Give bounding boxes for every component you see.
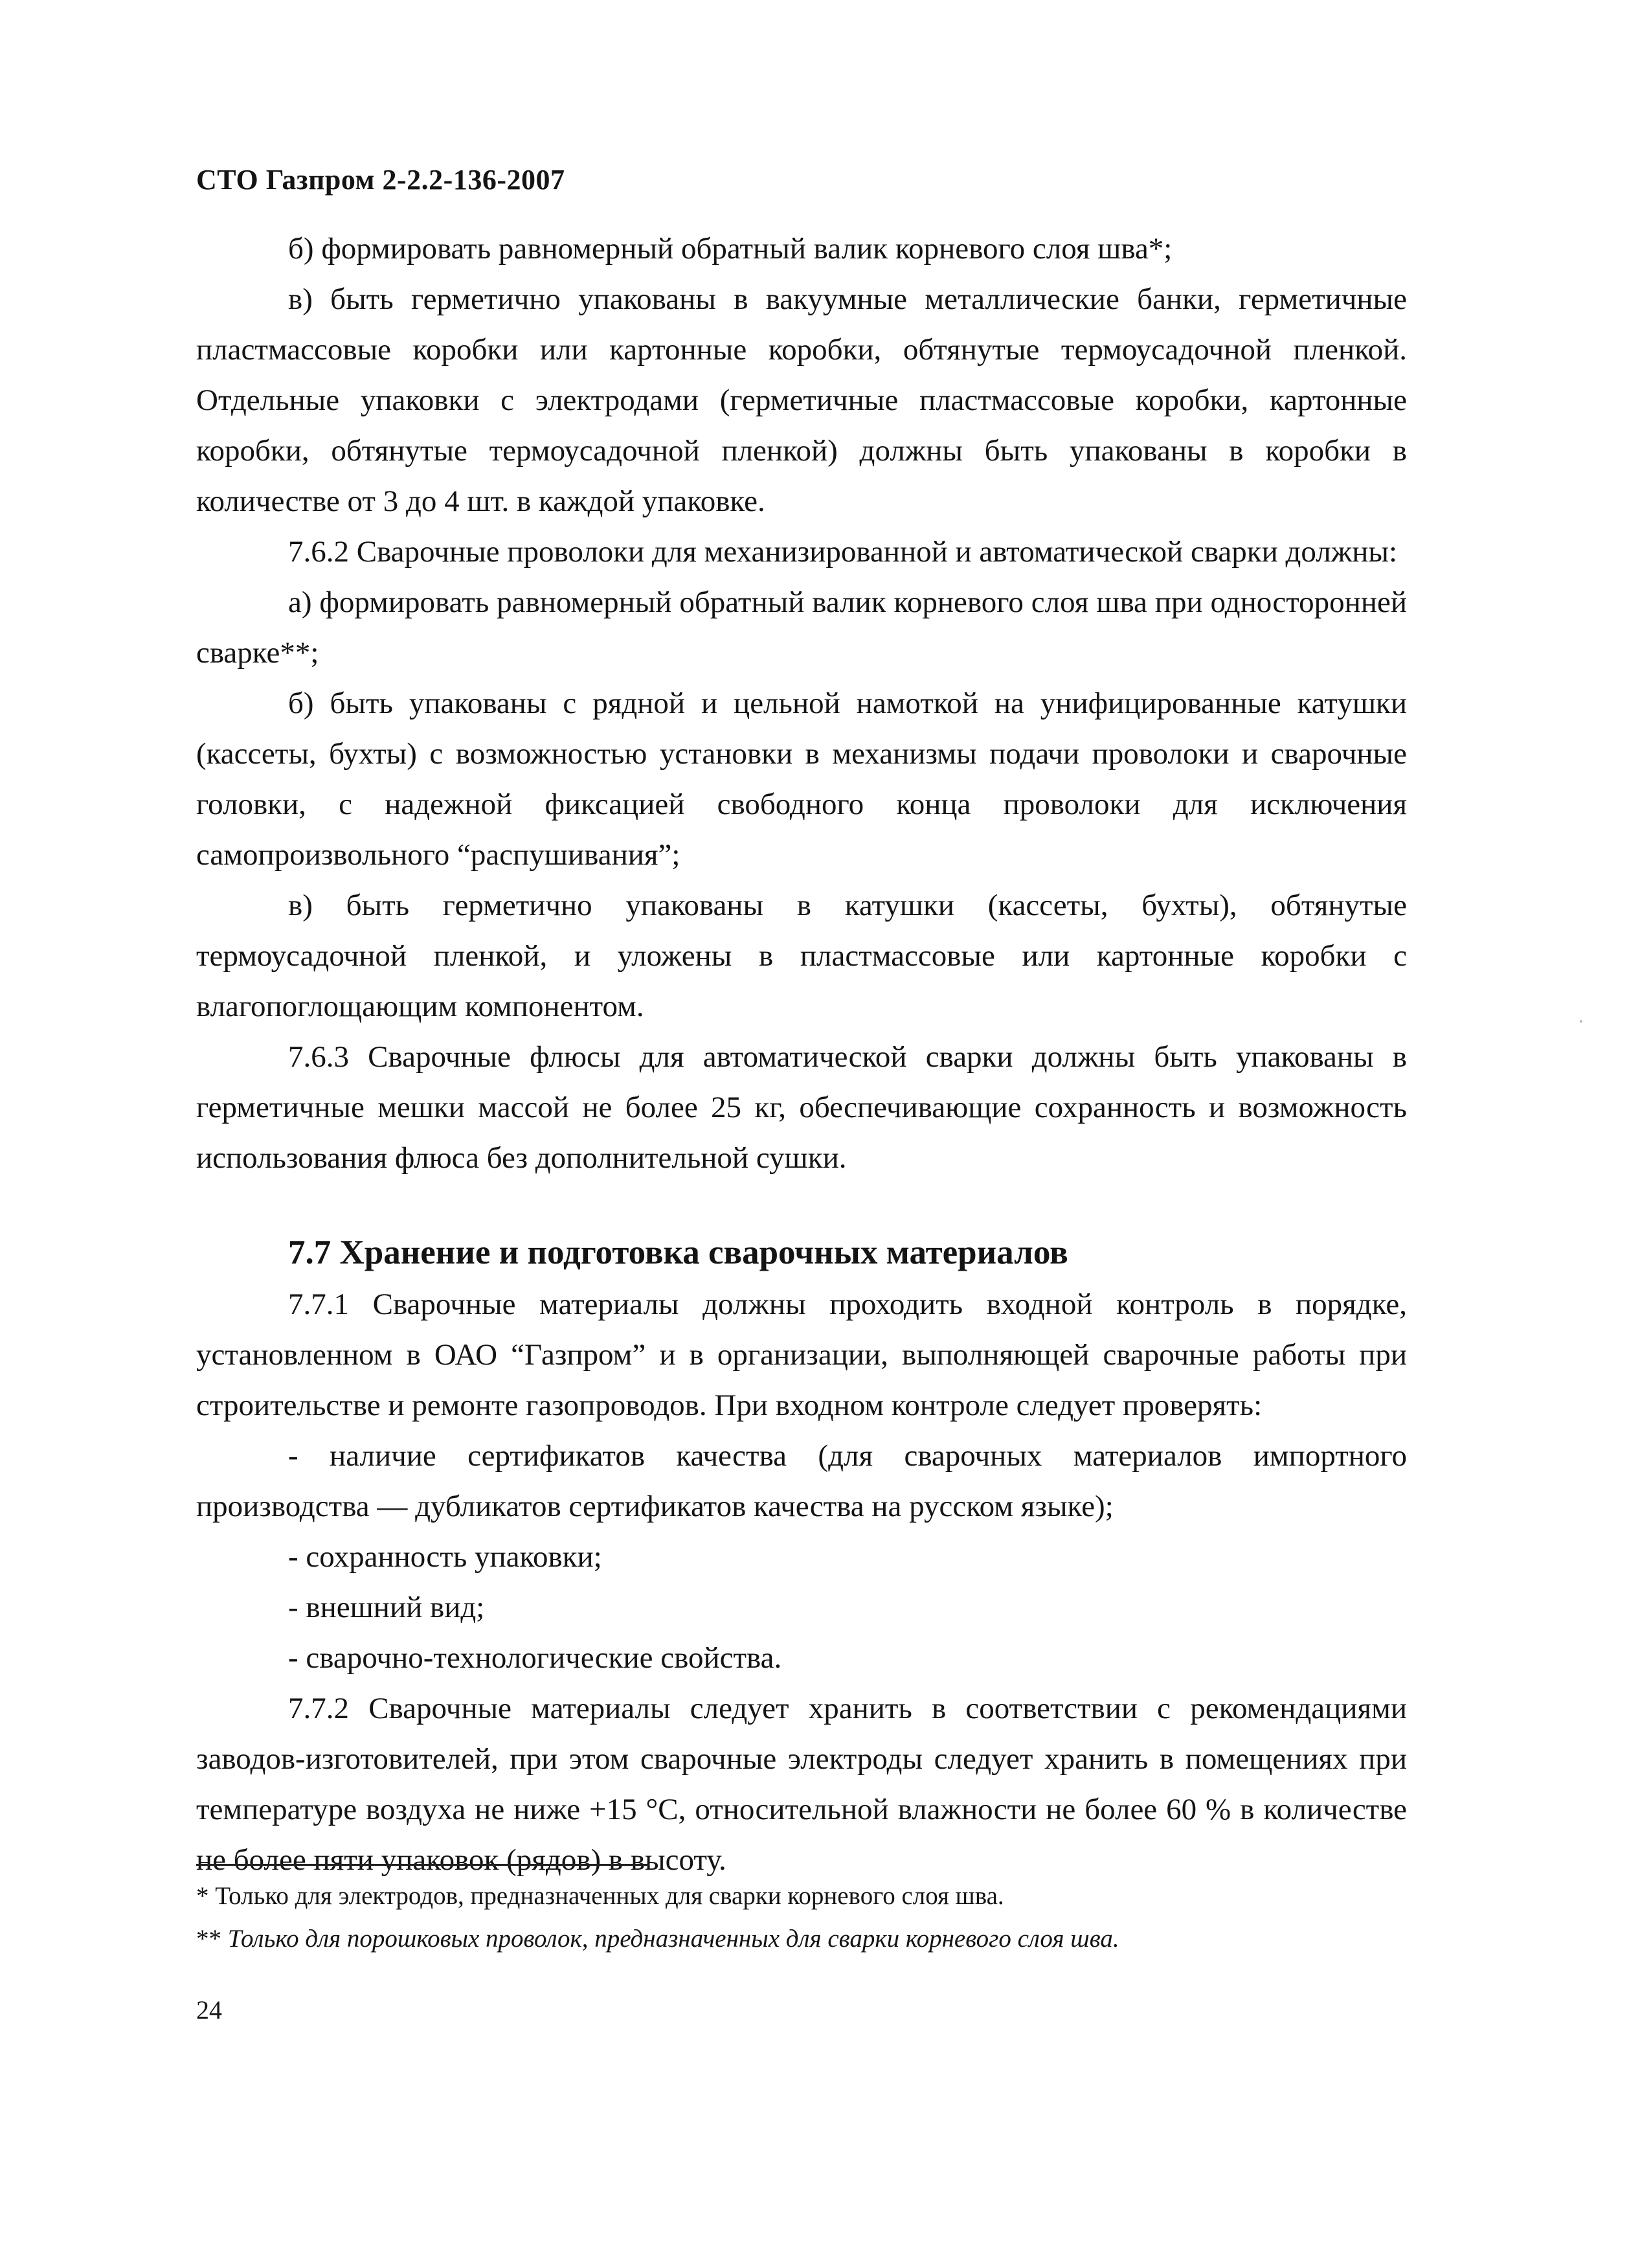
- footnote-1: [196, 1875, 1407, 1918]
- paragraph-7-7-2: 7.7.2 Сварочные материалы следует хранить в соответствии с рекомендациями заводов-изготовителей, при этом сварочные электроды следует хранить в помещениях при температуре воздуха не ниже +15 °С, относительной влажности не более 60 % в количестве не более пяти упаковок (рядов) в высоту.: [196, 1692, 1407, 1877]
- paragraph-7-6-1-v: в) быть герметично упакованы в вакуумные металлические банки, герметичные пластмассовые коробки или картонные коробки, обтянутые термоусадочной пленкой. Отдельные упаковки с электродами (герметичные пластмассовые коробки, картонные коробки, обтянутые термоусадочной пленкой) должны быть упакованы в коробки в количестве от 3 до 4 шт. в каждой упаковке.: [196, 282, 1407, 518]
- footnote-divider: [196, 1864, 649, 1866]
- list-item-appearance: - внешний вид;: [288, 1591, 485, 1624]
- paragraph-7-7-1: 7.7.1 Сварочные материалы должны проходить входной контроль в порядке, установленном в ОАО “Газпром” и в организации, выполняющей сварочные работы при строительстве и ремонте газопроводов. При входном контроле следует проверять:: [196, 1287, 1407, 1422]
- section-heading-7-7: 7.7 Хранение и подготовка сварочных материалов: [288, 1234, 1068, 1271]
- footnote-2-text: Только для порошковых проволок, предназначенных для сварки корневого слоя шва.: [227, 1925, 1119, 1953]
- footnote-2: [196, 1918, 1407, 1960]
- page-number: 24: [196, 1995, 222, 2024]
- paragraph-7-6-2: 7.6.2 Сварочные проволоки для механизированной и автоматической сварки должны:: [288, 535, 1397, 569]
- list-item-packaging: - сохранность упаковки;: [288, 1540, 602, 1574]
- footnote-1-mark: *: [196, 1882, 209, 1910]
- paragraph-7-6-2-a: а) формировать равномерный обратный валик корневого слоя шва при односторонней сварке**;: [196, 585, 1407, 670]
- paragraph-7-6-2-v: в) быть герметично упакованы в катушки (кассеты, бухты), обтянутые термоусадочной пленкой, и уложены в пластмассовые или картонные коробки с влагопоглощающим компонентом.: [196, 889, 1407, 1023]
- footnotes: [196, 1875, 1407, 1960]
- footnote-2-mark: **: [196, 1925, 221, 1953]
- paragraph-7-6-3: 7.6.3 Сварочные флюсы для автоматической сварки должны быть упакованы в герметичные мешки массой не более 25 кг, обеспечивающие сохранность и возможность использования флюса без дополнительной сушки.: [196, 1040, 1407, 1175]
- list-item-properties: - сварочно-технологические свойства.: [288, 1641, 782, 1675]
- document-body: [196, 223, 1407, 1885]
- document-header: СТО Газпром 2-2.2-136-2007: [196, 164, 565, 196]
- paragraph-7-6-2-b: б) быть упакованы с рядной и цельной намоткой на унифицированные катушки (кассеты, бухты) с возможностью установки в механизмы подачи проволоки и сварочные головки, с надежной фиксацией свободного конца проволоки для исключения самопроизвольного “распушивания”;: [196, 686, 1407, 872]
- footnote-1-text: Только для электродов, предназначенных для сварки корневого слоя шва.: [215, 1882, 1004, 1910]
- scan-speck: [1580, 1020, 1582, 1023]
- paragraph-7-6-1-b: б) формировать равномерный обратный валик корневого слоя шва*;: [288, 232, 1173, 266]
- list-item-certificates: - наличие сертификатов качества (для сварочных материалов импортного производства — дубликатов сертификатов качества на русском языке);: [196, 1439, 1407, 1523]
